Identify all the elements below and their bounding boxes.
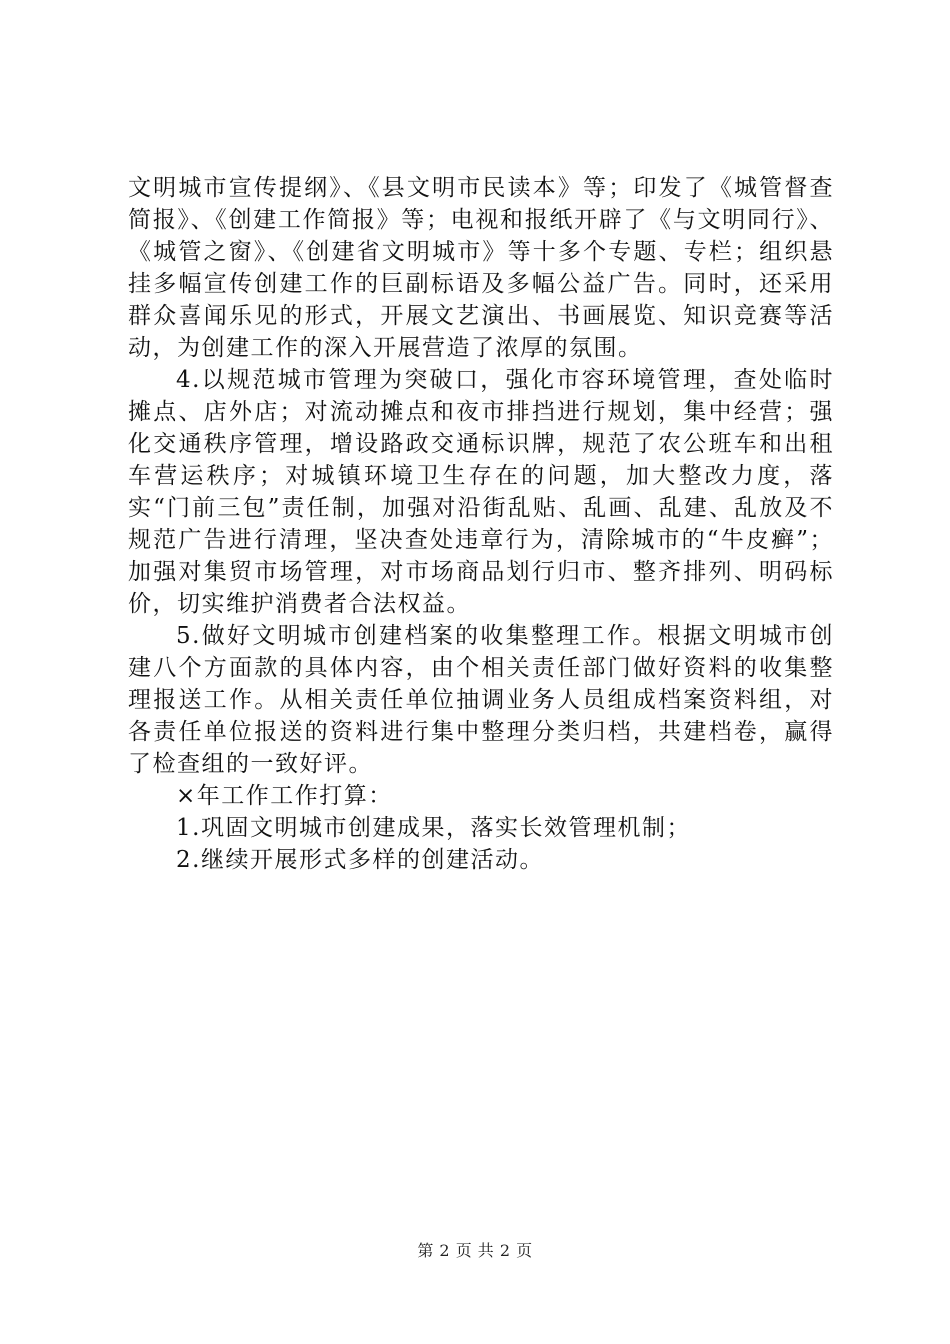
plan-item-1: 1.巩固文明城市创建成果，落实长效管理机制；: [176, 815, 691, 841]
paragraph-item-4: 4.以规范城市管理为突破口，强化市容环境管理，查处临时摊点、店外店；对流动摊点和夜市排挡进行规划，集中经营；强化交通秩序管理，增设路政交通标识牌，规范了农公班车和出租车营运秩序；对城镇环境卫生存在的问题，加大整改力度，落实“门前三包”责任制，加强对沿街乱贴、乱画、乱建、乱放及不规范广告进行清理，坚决查处违章行为，清除城市的“牛皮癣”；加强对集贸市场管理，对市场商品划行归市、整齐排列、明码标价，切实维护消费者合法权益。: [128, 367, 834, 617]
plan-heading: ×年工作工作打算：: [176, 783, 393, 809]
paragraph-continuation: 文明城市宣传提纲》、《县文明市民读本》等；印发了《城管督查简报》、《创建工作简报》等；电视和报纸开辟了《与文明同行》、《城管之窗》、《创建省文明城市》等十多个专题、专栏；组织悬挂多幅宣传创建工作的巨副标语及多幅公益广告。同时，还采用群众喜闻乐见的形式，开展文艺演出、书画展览、知识竞赛等活动，为创建工作的深入开展营造了浓厚的氛围。: [128, 175, 834, 361]
document-body: [128, 172, 834, 876]
plan-item-2: 2.继续开展形式多样的创建活动。: [176, 847, 544, 873]
paragraph-item-5: 5.做好文明城市创建档案的收集整理工作。根据文明城市创建八个方面款的具体内容，由个相关责任部门做好资料的收集整理报送工作。从相关责任单位抽调业务人员组成档案资料组，对各责任单位报送的资料进行集中整理分类归档，共建档卷，赢得了检查组的一致好评。: [128, 623, 834, 777]
page-footer: 第 2 页 共 2 页: [417, 1241, 533, 1260]
